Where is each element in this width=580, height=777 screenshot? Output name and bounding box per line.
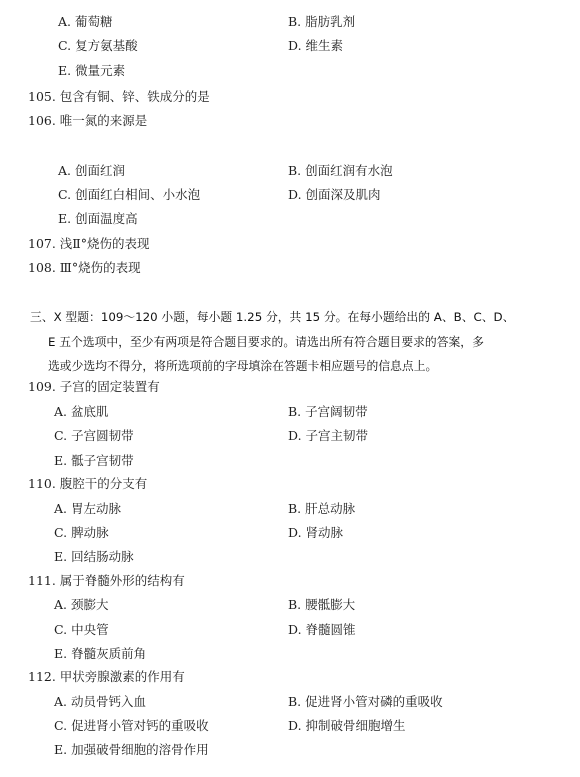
option-b: B. 肝总动脉	[288, 501, 356, 516]
option-e: E. 骶子宫韧带	[54, 453, 134, 468]
option-c: C. 复方氨基酸	[58, 38, 138, 53]
question-109: 109. 子宫的固定装置有	[28, 379, 160, 394]
section-instructions-line3: 选或少选均不得分，将所选项前的字母填涂在答题卡相应题号的信息点上。	[48, 359, 438, 373]
option-d: D. 脊髓圆锥	[288, 622, 356, 637]
option-c: C. 促进肾小管对钙的重吸收	[54, 718, 209, 733]
section-instructions-line1: 三、X 型题：109～120 小题，每小题 1.25 分，共 15 分。在每小题给出的 A、B、C、D、	[30, 310, 515, 324]
option-c: C. 创面红白相间、小水泡	[58, 187, 201, 202]
option-b: B. 脂肪乳剂	[288, 14, 356, 29]
question-111: 111. 属于脊髓外形的结构有	[28, 573, 185, 588]
option-a: A. 动员骨钙入血	[54, 694, 146, 709]
option-d: D. 维生素	[288, 38, 344, 53]
option-b: B. 腰骶膨大	[288, 597, 356, 612]
option-a: A. 盆底肌	[54, 404, 109, 419]
option-a: A. 颈膨大	[54, 597, 109, 612]
option-a: A. 葡萄糖	[58, 14, 113, 29]
option-c: C. 子宫圆韧带	[54, 428, 134, 443]
option-c: C. 中央管	[54, 622, 109, 637]
question-110: 110. 腹腔干的分支有	[28, 476, 148, 491]
option-c: C. 脾动脉	[54, 525, 109, 540]
option-a: A. 胃左动脉	[54, 501, 121, 516]
option-b: B. 促进肾小管对磷的重吸收	[288, 694, 443, 709]
option-e: E. 微量元素	[58, 63, 126, 78]
option-d: D. 抑制破骨细胞增生	[288, 718, 406, 733]
option-e: E. 加强破骨细胞的溶骨作用	[54, 742, 209, 757]
option-e: E. 脊髓灰质前角	[54, 646, 147, 661]
option-b: B. 创面红润有水泡	[288, 163, 393, 178]
option-a: A. 创面红润	[58, 163, 125, 178]
question-108: 108. Ⅲ°烧伤的表现	[28, 260, 141, 275]
option-b: B. 子宫阔韧带	[288, 404, 368, 419]
option-e: E. 回结肠动脉	[54, 549, 134, 564]
question-105: 105. 包含有铜、锌、铁成分的是	[28, 89, 210, 104]
option-d: D. 肾动脉	[288, 525, 344, 540]
question-112: 112. 甲状旁腺激素的作用有	[28, 669, 185, 684]
option-e: E. 创面温度高	[58, 211, 138, 226]
option-d: D. 子宫主韧带	[288, 428, 369, 443]
section-instructions-line2: E 五个选项中，至少有两项是符合题目要求的。请选出所有符合题目要求的答案，多	[48, 335, 484, 349]
question-107: 107. 浅Ⅱ°烧伤的表现	[28, 236, 150, 251]
question-106: 106. 唯一氮的来源是	[28, 113, 148, 128]
option-d: D. 创面深及肌肉	[288, 187, 381, 202]
